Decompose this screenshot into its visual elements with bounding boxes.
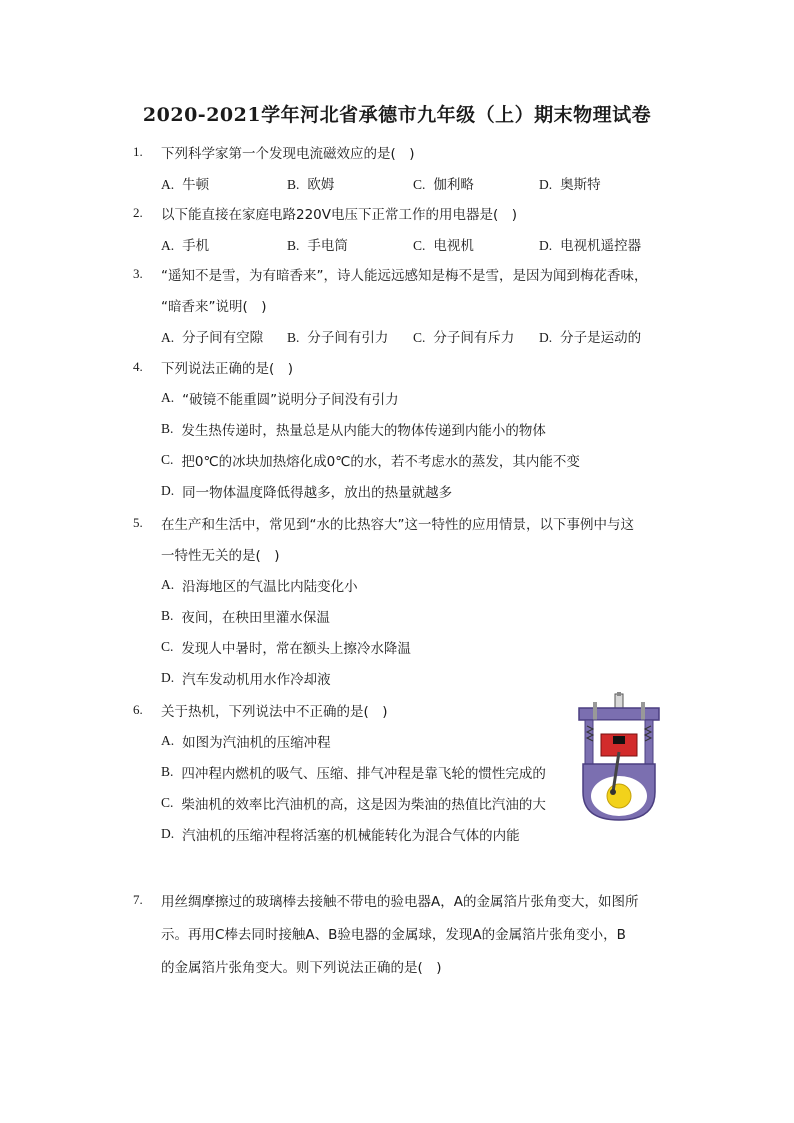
question-stem-continued: “暗香来”说明( ): [161, 298, 267, 315]
option-a: A. 手机: [161, 237, 210, 254]
question-stem: 在生产和生活中，常见到“水的比热容大”这一特性的应用情景，以下事例中与这: [161, 516, 634, 533]
question-7: [133, 883, 673, 982]
option-a: A. 沿海地区的气温比内陆变化小: [161, 576, 358, 595]
question-stem: 下列说法正确的是( ): [161, 360, 294, 377]
option-d: D. 分子是运动的: [539, 329, 642, 346]
engine-cylinder-icon: [569, 692, 669, 822]
option-d: D. 汽油机的压缩冲程将活塞的机械能转化为混合气体的内能: [161, 825, 520, 844]
question-3: [133, 258, 673, 351]
question-5: [133, 507, 673, 693]
option-b: B. 欧姆: [287, 176, 335, 193]
option-a: A. “破镜不能重圆”说明分子间没有引力: [161, 389, 399, 408]
option-b: B. 手电筒: [287, 237, 348, 254]
option-c: C. 电视机: [413, 237, 474, 254]
question-stem: 关于热机，下列说法中不正确的是( ): [161, 703, 388, 720]
question-stem-continued: 示。再用C棒去同时接触A、B验电器的金属球，发现A的金属箔片张角变小，B: [161, 926, 626, 943]
question-4: [133, 351, 673, 506]
option-c: C. 发现人中暑时，常在额头上擦冷水降温: [161, 638, 411, 657]
option-c: C. 柴油机的效率比汽油机的高，这是因为柴油的热值比汽油的大: [161, 794, 546, 813]
question-number: 5.: [133, 514, 143, 530]
option-d: D. 汽车发动机用水作冷却液: [161, 669, 331, 688]
page-title: 2020-2021学年河北省承德市九年级（上）期末物理试卷: [142, 104, 652, 126]
question-number: 1.: [133, 143, 143, 159]
question-stem: “遥知不是雪，为有暗香来”，诗人能远远感知是梅不是雪，是因为闻到梅花香味，: [161, 267, 648, 284]
option-b: B. 分子间有引力: [287, 329, 389, 346]
question-2: [133, 197, 673, 259]
option-d: D. 电视机遥控器: [539, 237, 642, 254]
question-stem: 用丝绸摩擦过的玻璃棒去接触不带电的验电器A，A的金属箔片张角变大，如图所: [161, 893, 639, 910]
question-number: 7.: [133, 891, 143, 907]
option-c: C. 分子间有斥力: [413, 329, 515, 346]
option-b: B. 四冲程内燃机的吸气、压缩、排气冲程是靠飞轮的惯性完成的: [161, 763, 546, 782]
option-b: B. 发生热传递时，热量总是从内能大的物体传递到内能小的物体: [161, 420, 546, 439]
option-c: C. 把0℃的冰块加热熔化成0℃的水，若不考虑水的蒸发，其内能不变: [161, 451, 580, 470]
option-a: A. 分子间有空隙: [161, 329, 264, 346]
question-stem-continued: 的金属箔片张角变大。则下列说法正确的是( ): [161, 959, 442, 976]
option-d: D. 奥斯特: [539, 176, 601, 193]
question-number: 4.: [133, 358, 143, 374]
option-d: D. 同一物体温度降低得越多，放出的热量就越多: [161, 482, 453, 501]
question-stem-continued: 一特性无关的是( ): [161, 547, 280, 564]
option-a: A. 牛顿: [161, 176, 210, 193]
question-stem: 以下能直接在家庭电路220V电压下正常工作的用电器是( ): [161, 206, 518, 223]
option-b: B. 夜间，在秧田里灌水保温: [161, 607, 330, 626]
option-a: A. 如图为汽油机的压缩冲程: [161, 732, 331, 751]
question-number: 6.: [133, 701, 143, 717]
question-number: 3.: [133, 265, 143, 281]
question-stem: 下列科学家第一个发现电流磁效应的是( ): [161, 145, 415, 162]
question-number: 2.: [133, 204, 143, 220]
option-c: C. 伽利略: [413, 176, 474, 193]
question-1: [133, 136, 673, 198]
